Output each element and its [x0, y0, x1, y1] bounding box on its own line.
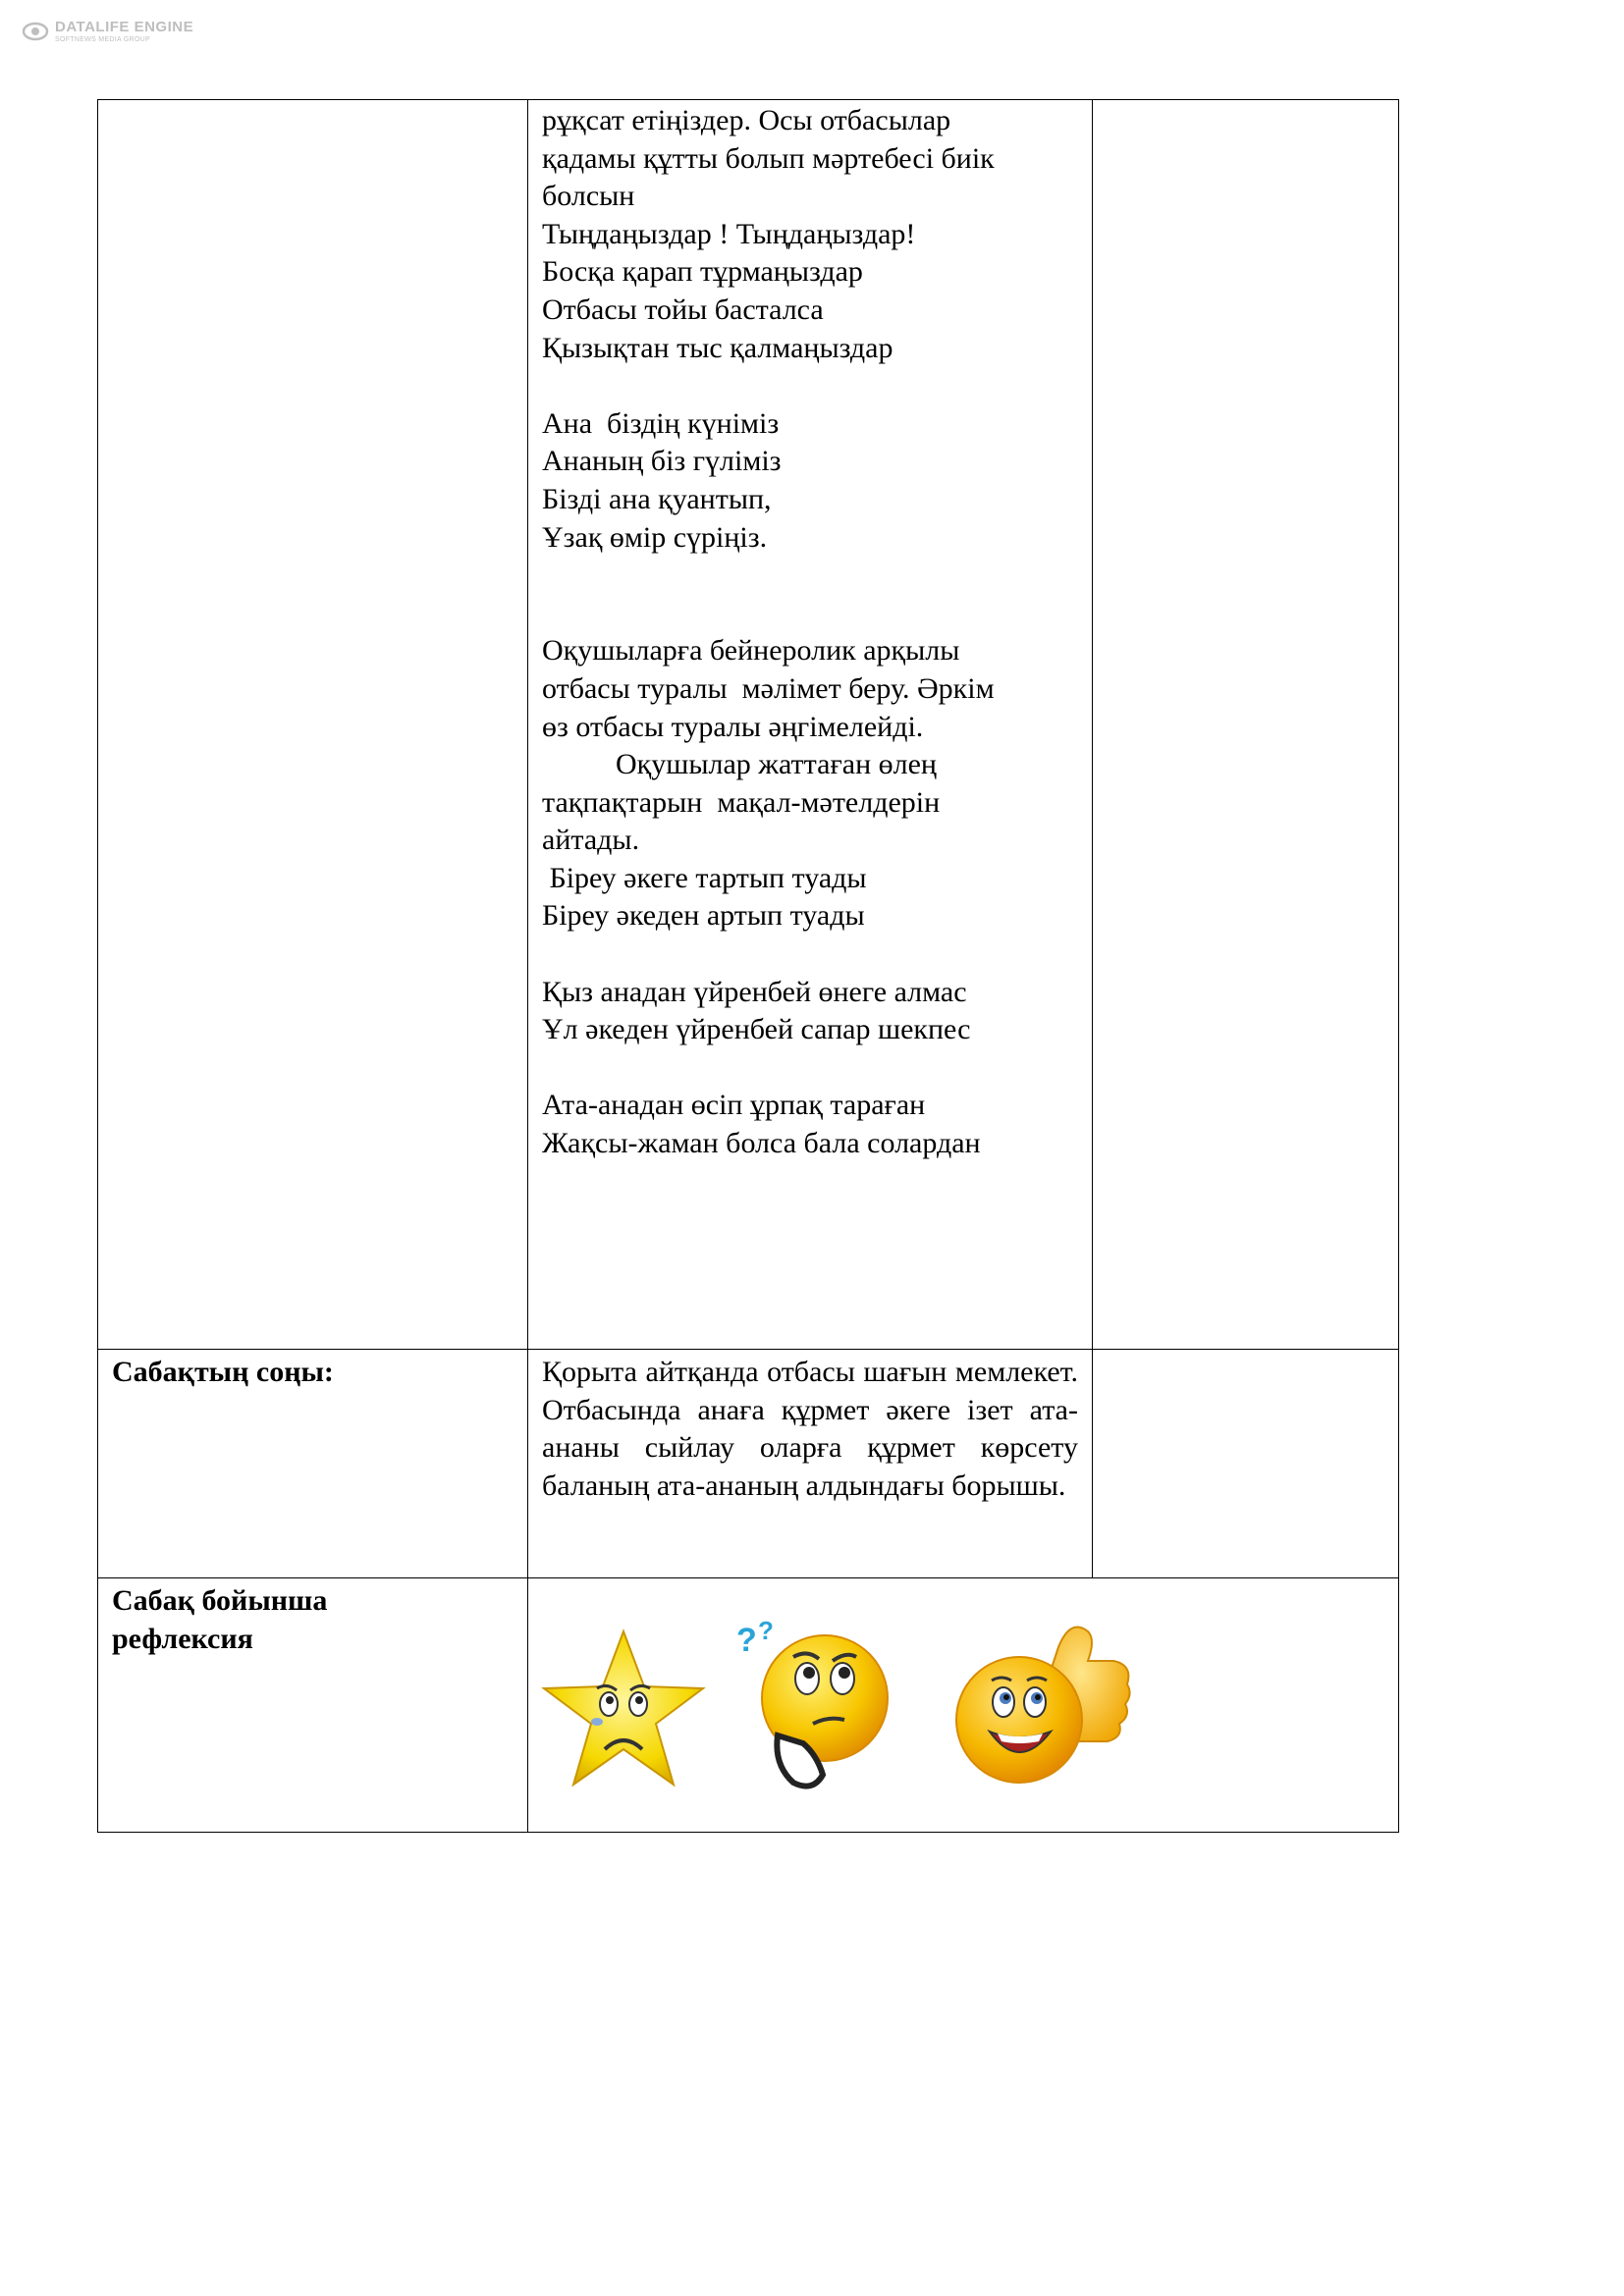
text-line: Ананың біз гүліміз: [542, 445, 782, 478]
row2-notes-cell: [1093, 1350, 1399, 1578]
reflection-images-cell: [528, 1578, 1399, 1833]
row1-label-cell: [98, 100, 528, 1350]
text-line: болсын: [542, 180, 635, 213]
text-line: қадамы құтты болып мәртебесі биік: [542, 141, 995, 175]
row1-notes-cell: [1093, 100, 1399, 1350]
table-row: [98, 1578, 1399, 1833]
svg-text:?: ?: [758, 1618, 774, 1645]
row3-label-cell: [98, 1578, 528, 1833]
text-line: Ұзақ өмір сүріңіз.: [542, 520, 768, 554]
text-line: отбасы туралы мәлімет беру. Әркім: [542, 671, 995, 705]
text-line: рұқсат етіңіздер. Осы отбасылар: [542, 104, 951, 136]
text-line: Отбасы тойы басталса: [542, 293, 824, 326]
text-line: Біреу әкеге тартып туады: [542, 861, 867, 894]
row2-label-cell: [98, 1350, 528, 1578]
text-line: Тыңдаңыздар ! Тыңдаңыздар!: [542, 217, 916, 250]
text-line: Біреу әкеден артып туады: [542, 899, 865, 933]
text-line: [542, 367, 1078, 405]
text-line: Босқа қарап тұрмаңыздар: [542, 255, 863, 289]
text-line: өз отбасы туралы әңгімелейді.: [542, 710, 924, 743]
text-line: [542, 1049, 1078, 1088]
text-line: айтады.: [542, 824, 640, 857]
text-line: [542, 595, 1078, 633]
text-line: тақпақтарын мақал-мәтелдерін: [542, 785, 941, 819]
text-line: Ұл әкеден үйренбей сапар шекпес: [542, 1013, 971, 1046]
eye-logo-icon: [22, 21, 49, 42]
text-line: Бізді ана қуантып,: [542, 482, 772, 515]
row1-text-block: [528, 100, 1092, 1163]
text-line: [542, 557, 1078, 595]
thinking-face-icon: [734, 1618, 892, 1794]
lesson-end-label: Сабақтың соңы:: [112, 1356, 334, 1388]
row1-content-cell: [528, 100, 1093, 1350]
text-line: Қызықтан тыс қалмаңыздар: [542, 331, 893, 364]
lesson-table: [97, 99, 1399, 1833]
text-line: Оқушылар жаттаған өлең: [542, 748, 937, 781]
watermark-title: DATALIFE ENGINE: [55, 19, 194, 35]
text-line: [542, 935, 1078, 974]
table-row: [98, 100, 1399, 1350]
watermark: [22, 20, 193, 43]
table-row: [98, 1350, 1399, 1578]
text-line: Ана біздің күніміз: [542, 406, 780, 440]
text-line: Қыз анадан үйренбей өнеге алмас: [542, 975, 967, 1008]
svg-text:?: ?: [736, 1622, 757, 1659]
reflection-label-line2: рефлексия: [112, 1622, 253, 1655]
lesson-end-text: Қорыта айтқанда отбасы шағын мемлекет. Отбасында анаға құрмет әкеге ізет ата-ананы сыйлау оларға құрмет көрсету баланың ата-ананың алдындағы борышы.: [542, 1356, 1078, 1502]
text-line: Ата-анадан өсіп ұрпақ тараған: [542, 1089, 926, 1122]
reflection-label-line1: Сабақ бойынша: [112, 1584, 328, 1617]
thumbs-up-smiley-icon: [941, 1618, 1137, 1794]
row2-content-cell: [528, 1350, 1093, 1578]
sad-star-icon: [540, 1628, 707, 1792]
text-line: Оқушыларға бейнеролик арқылы: [542, 634, 960, 667]
watermark-subtitle: SOFTNEWS MEDIA GROUP: [55, 36, 151, 43]
text-line: Жақсы-жаман болса бала солардан: [542, 1127, 981, 1160]
reflection-label: [98, 1578, 527, 1658]
